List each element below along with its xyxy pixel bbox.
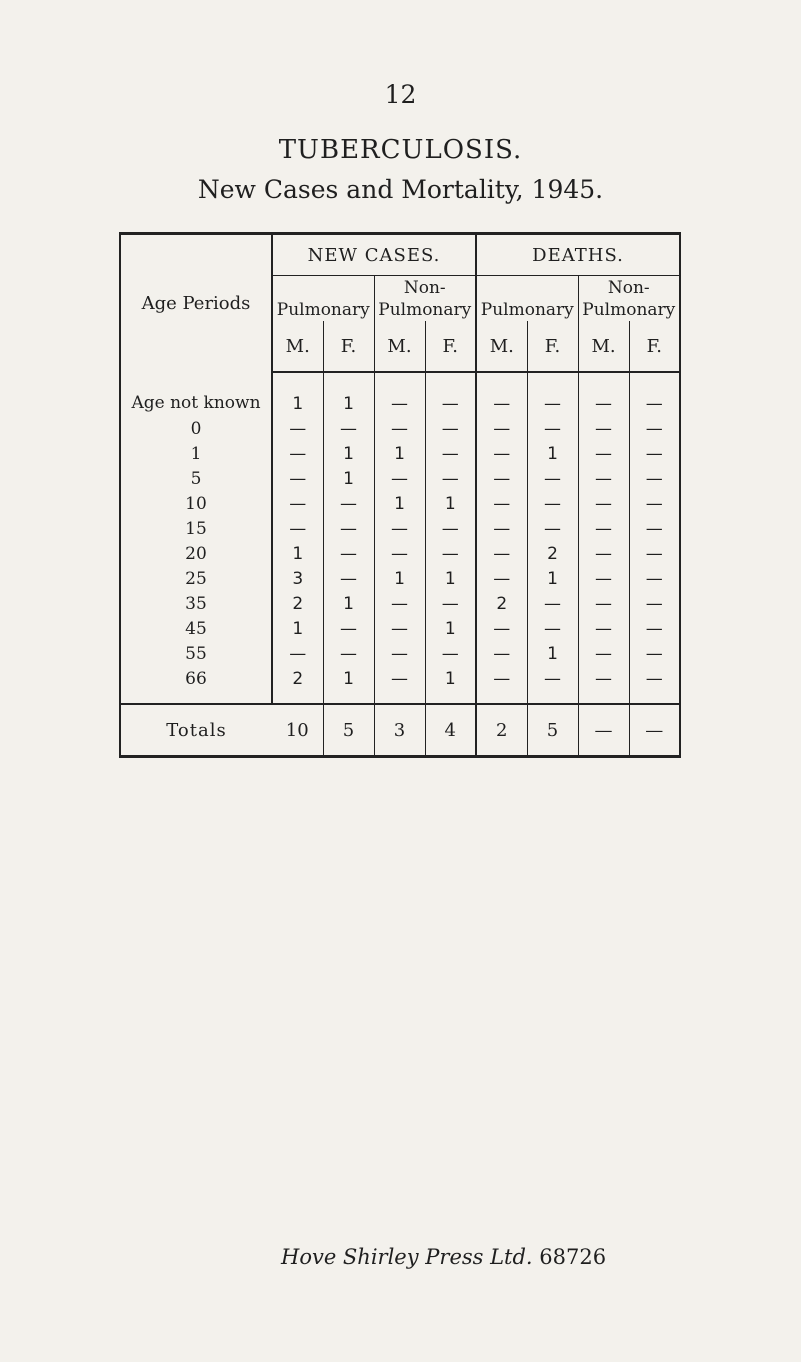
value-cell: 1 — [425, 666, 476, 704]
value-cell: 1 — [323, 441, 374, 466]
sex-header: M. — [272, 321, 323, 372]
sex-header: M. — [374, 321, 425, 372]
subgroup-line2: Pulmonary — [480, 299, 574, 320]
value-cell: — — [629, 516, 680, 541]
tuberculosis-table-wrapper — [119, 232, 681, 758]
value-cell: — — [476, 566, 527, 591]
totals-cell: 3 — [374, 704, 425, 757]
value-cell: — — [629, 591, 680, 616]
totals-cell: — — [629, 704, 680, 757]
value-cell: — — [476, 516, 527, 541]
subgroup-line2: Pulmonary — [276, 299, 370, 320]
value-cell: 1 — [425, 491, 476, 516]
value-cell: — — [323, 491, 374, 516]
value-cell: — — [425, 516, 476, 541]
value-cell: — — [476, 416, 527, 441]
table-row — [120, 516, 680, 541]
sex-header: F. — [527, 321, 578, 372]
age-periods-header: Age Periods — [120, 234, 272, 373]
value-cell: — — [578, 516, 629, 541]
value-cell: — — [578, 441, 629, 466]
value-cell: — — [527, 466, 578, 491]
value-cell: — — [527, 416, 578, 441]
value-cell: — — [629, 372, 680, 416]
value-cell: 2 — [292, 668, 304, 689]
value-cell: — — [374, 666, 425, 704]
value-cell: — — [578, 641, 629, 666]
value-cell: — — [425, 441, 476, 466]
value-cell: — — [578, 416, 629, 441]
subgroup-header — [374, 276, 476, 322]
subgroup-line2: Pulmonary — [378, 299, 472, 320]
value-cell: — — [289, 518, 307, 539]
value-cell: — — [629, 616, 680, 641]
value-cell: 1 — [323, 591, 374, 616]
page-title: TUBERCULOSIS. — [278, 135, 523, 165]
header-group-row — [120, 234, 680, 276]
value-cell: 1 — [374, 566, 425, 591]
value-cell: — — [476, 541, 527, 566]
value-cell: — — [476, 466, 527, 491]
value-cell: — — [527, 591, 578, 616]
value-cell: — — [323, 566, 374, 591]
value-cell: — — [476, 616, 527, 641]
value-cell: 1 — [374, 491, 425, 516]
age-period-cell: 45 — [120, 616, 272, 641]
value-cell: — — [374, 466, 425, 491]
age-period-cell: 5 — [120, 466, 272, 491]
value-cell: — — [374, 516, 425, 541]
value-cell: 1 — [292, 543, 304, 564]
printer-name: Hove Shirley Press Ltd. — [281, 1245, 533, 1269]
printer-imprint — [281, 1245, 606, 1269]
totals-cell: 2 — [476, 704, 527, 757]
value-cell: — — [476, 441, 527, 466]
totals-cell: 4 — [425, 704, 476, 757]
value-cell: — — [425, 591, 476, 616]
value-cell: — — [476, 641, 527, 666]
value-cell: — — [323, 516, 374, 541]
value-cell: — — [629, 541, 680, 566]
table-row — [120, 666, 680, 704]
value-cell: — — [629, 416, 680, 441]
value-cell: — — [578, 372, 629, 416]
table-row — [120, 641, 680, 666]
value-cell: — — [425, 416, 476, 441]
age-period-cell: 15 — [120, 516, 272, 541]
sex-header: M. — [578, 321, 629, 372]
sex-header: F. — [629, 321, 680, 372]
table-row — [120, 566, 680, 591]
subgroup-header — [578, 276, 680, 322]
value-cell: — — [527, 616, 578, 641]
subgroup-header — [272, 276, 374, 322]
value-cell: — — [578, 666, 629, 704]
table-row — [120, 466, 680, 491]
totals-cell: 5 — [527, 704, 578, 757]
table-row — [120, 372, 680, 416]
value-cell: 1 — [292, 618, 304, 639]
printer-number: 68726 — [539, 1245, 607, 1269]
table-row — [120, 491, 680, 516]
value-cell: — — [323, 541, 374, 566]
value-cell: 1 — [425, 616, 476, 641]
value-cell: — — [323, 641, 374, 666]
table-row — [120, 441, 680, 466]
value-cell: 1 — [425, 566, 476, 591]
value-cell: — — [578, 541, 629, 566]
value-cell: — — [425, 466, 476, 491]
age-period-cell: 1 — [120, 441, 272, 466]
value-cell: 2 — [476, 591, 527, 616]
value-cell: — — [578, 491, 629, 516]
table-body — [120, 372, 680, 704]
value-cell: — — [629, 666, 680, 704]
value-cell: — — [527, 666, 578, 704]
value-cell: — — [289, 443, 307, 464]
value-cell: — — [425, 641, 476, 666]
subgroup-header — [476, 276, 578, 322]
value-cell: 1 — [527, 641, 578, 666]
value-cell: — — [629, 641, 680, 666]
value-cell: — — [289, 418, 307, 439]
value-cell: — — [289, 643, 307, 664]
value-cell: — — [578, 566, 629, 591]
page-subtitle: New Cases and Mortality, 1945. — [197, 175, 604, 204]
subgroup-line2: Pulmonary — [582, 299, 676, 320]
deaths-header: DEATHS. — [476, 234, 680, 276]
tuberculosis-table — [119, 232, 681, 758]
value-cell: — — [476, 372, 527, 416]
subgroup-line1: Non- — [403, 277, 446, 298]
table-row — [120, 616, 680, 641]
value-cell: — — [374, 616, 425, 641]
value-cell: — — [374, 641, 425, 666]
value-cell: — — [629, 566, 680, 591]
value-cell: — — [425, 372, 476, 416]
value-cell: — — [323, 416, 374, 441]
sex-header: M. — [476, 321, 527, 372]
value-cell: — — [374, 591, 425, 616]
value-cell: 2 — [292, 593, 304, 614]
value-cell: — — [629, 491, 680, 516]
totals-cell: — — [578, 704, 629, 757]
value-cell: — — [374, 541, 425, 566]
value-cell: — — [527, 516, 578, 541]
value-cell: — — [289, 493, 307, 514]
value-cell: — — [323, 616, 374, 641]
value-cell: — — [425, 541, 476, 566]
value-cell: — — [374, 372, 425, 416]
table-row — [120, 591, 680, 616]
value-cell: — — [629, 466, 680, 491]
value-cell: — — [578, 466, 629, 491]
new-cases-header: NEW CASES. — [272, 234, 476, 276]
age-period-cell: 20 — [120, 541, 272, 566]
totals-label: Totals — [120, 704, 272, 757]
age-period-cell: 25 — [120, 566, 272, 591]
subgroup-line1: Non- — [607, 277, 650, 298]
sex-header: F. — [323, 321, 374, 372]
table-row — [120, 416, 680, 441]
age-period-cell: 66 — [120, 666, 272, 704]
value-cell: — — [578, 616, 629, 641]
age-period-cell: 10 — [120, 491, 272, 516]
value-cell: 1 — [323, 372, 374, 416]
value-cell: — — [289, 468, 307, 489]
value-cell: — — [476, 491, 527, 516]
value-cell: 3 — [292, 568, 304, 589]
sex-header: F. — [425, 321, 476, 372]
value-cell: 1 — [527, 566, 578, 591]
value-cell: 2 — [527, 541, 578, 566]
value-cell: 1 — [292, 393, 304, 414]
value-cell: — — [629, 441, 680, 466]
value-cell: 1 — [374, 441, 425, 466]
totals-row — [120, 704, 680, 757]
age-period-cell: Age not known — [120, 372, 272, 416]
age-period-cell: 0 — [120, 416, 272, 441]
value-cell: 1 — [527, 441, 578, 466]
value-cell: 1 — [323, 666, 374, 704]
value-cell: — — [374, 416, 425, 441]
value-cell: — — [527, 491, 578, 516]
value-cell: — — [578, 591, 629, 616]
page-number: 12 — [384, 80, 417, 109]
value-cell: 1 — [323, 466, 374, 491]
age-period-cell: 55 — [120, 641, 272, 666]
age-period-cell: 35 — [120, 591, 272, 616]
value-cell: — — [476, 666, 527, 704]
table-row — [120, 541, 680, 566]
value-cell: — — [527, 372, 578, 416]
totals-cell: 5 — [323, 704, 374, 757]
totals-cell: 10 — [272, 704, 323, 757]
